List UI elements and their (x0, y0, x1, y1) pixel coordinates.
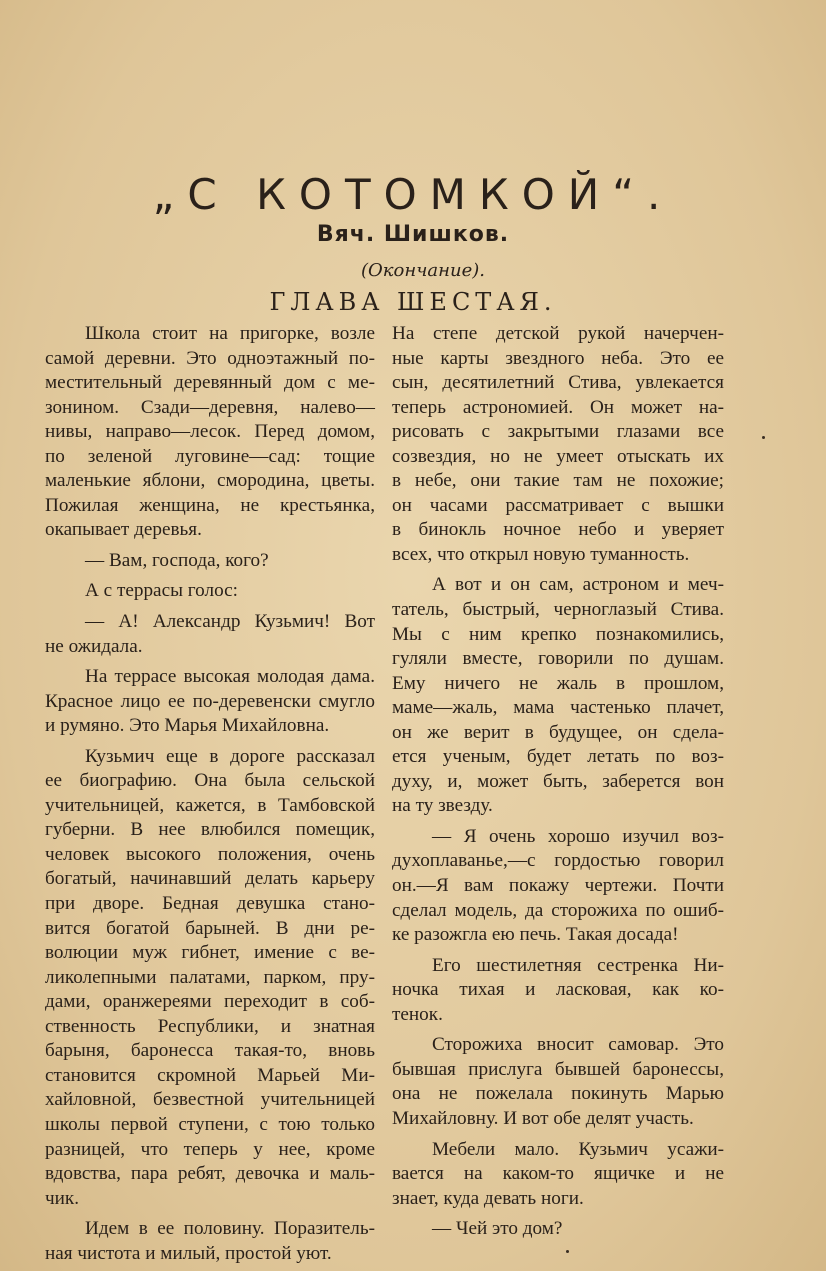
text-line: становится скромной Марьей Ми- (45, 1064, 375, 1086)
text-line: школы первой ступени, с тою только (45, 1113, 375, 1135)
text-line: человек высокого положения, очень (45, 843, 375, 865)
text-line: На террасе высокая молодая дама. (85, 666, 375, 688)
text-line: всех, что открыл новую туманность. (392, 543, 690, 565)
text-line: ликолепными палатами, парком, пру- (45, 966, 375, 988)
text-line: Пожилая женщина, не крестьянка, (45, 494, 375, 516)
paper-speck (762, 436, 765, 439)
text-line: в небе, они такие там не похожие; (392, 470, 724, 492)
text-line: теперь астрономией. Он может на- (392, 396, 724, 418)
text-line: ке разожгла ею печь. Такая досада! (392, 924, 679, 946)
text-line: рисовать с закрытыми глазами все (392, 421, 724, 443)
text-line: Ему ничего не жаль в прошлом, (392, 672, 724, 694)
text-line: в бинокль ночное небо и уверяет (392, 519, 724, 541)
text-line: А с террасы голос: (85, 580, 239, 602)
chapter-heading: ГЛАВА ШЕСТАЯ. (269, 288, 557, 316)
text-line: не ожидала. (45, 635, 143, 657)
text-line: сын, десятилетний Стива, увлекается (392, 372, 724, 394)
text-line: хайловной, безвестной учительницей (45, 1089, 375, 1111)
text-line: духу, и, может быть, заберется вон (392, 770, 724, 792)
text-line: ные карты звездного неба. Это ее (392, 347, 724, 369)
text-line: ее биографию. Она была сельской (45, 770, 375, 792)
text-line: ночка тихая и ласковая, как ко- (392, 979, 724, 1001)
text-line: созвездия, но не умеет отыскать их (392, 445, 724, 467)
text-line: тенок. (392, 1003, 443, 1025)
text-line: Идем в ее половину. Поразитель- (85, 1218, 375, 1240)
text-line: окапывает деревья. (45, 519, 202, 541)
text-line: он часами рассматривает с вышки (392, 494, 724, 516)
text-line: он же верит в будущее, он сдела- (392, 721, 724, 743)
text-line: — А! Александр Кузьмич! Вот (85, 611, 375, 633)
text-line: зонином. Сзади—деревня, налево— (45, 396, 375, 418)
article-title: „С КОТОМКОЙ“. (152, 170, 674, 219)
text-line: духоплаванье,—с гордостью говорил (392, 850, 724, 872)
text-line: вается на каком-то ящичке и не (392, 1163, 724, 1185)
text-line: гуляли вместе, говорили по душам. (392, 648, 724, 670)
text-line: Сторожиха вносит самовар. Это (432, 1034, 724, 1056)
text-line: он.—Я вам покажу чертежи. Почти (392, 875, 724, 897)
text-line: нивы, направо—лесок. Перед домом, (45, 421, 375, 443)
text-line: — Вам, господа, кого? (85, 549, 269, 571)
text-line: Его шестилетняя сестренка Ни- (432, 954, 724, 976)
text-line: Мы с ним крепко познакомились, (392, 623, 724, 645)
text-line: маленькие яблони, смородина, цветы. (45, 470, 375, 492)
text-line: маме—жаль, мама частенько плачет, (392, 697, 724, 719)
text-line: ется ученым, будет летать по воз- (392, 746, 724, 768)
text-line: при дворе. Бедная девушка стано- (45, 893, 375, 915)
text-line: сделал модель, да сторожиха по ошиб- (392, 899, 724, 921)
text-line: чик. (45, 1187, 80, 1209)
text-line: дами, оранжереями переходит в соб- (45, 991, 375, 1013)
text-line: ная чистота и милый, простой уют. (45, 1242, 332, 1264)
text-line: Красное лицо ее по-деревенски смугло (45, 690, 375, 712)
text-line: самой деревни. Это одноэтажный по- (45, 347, 375, 369)
text-line: она не пожелала покинуть Марью (392, 1083, 724, 1105)
text-line: ственность Республики, и знатная (45, 1015, 375, 1037)
text-line: барыня, баронесса такая-то, вновь (45, 1040, 375, 1062)
subtitle: (Окончание). (361, 260, 485, 281)
text-line: На степе детской рукой начерчен- (392, 323, 724, 344)
text-line: Кузьмич еще в дороге рассказал (85, 745, 375, 767)
right-column (392, 322, 724, 1242)
text-line: Школа стоит на пригорке, возле (85, 323, 375, 344)
text-line: волюции муж гибнет, имение с ве- (45, 942, 375, 964)
text-line: знает, куда девать ноги. (392, 1187, 584, 1209)
text-line: губерни. В нее влюбился помещик, (45, 819, 375, 841)
text-line: бывшая прислуга бывшей баронессы, (392, 1058, 724, 1080)
text-line: учительницей, кажется, в Тамбовской (45, 794, 375, 816)
text-line: Мебели мало. Кузьмич усажи- (432, 1138, 724, 1160)
author-name: Вяч. Шишков. (316, 222, 510, 247)
text-line: — Я очень хорошо изучил воз- (432, 825, 724, 847)
text-line: Михайловну. И вот обе делят участь. (392, 1107, 694, 1129)
paper-speck (566, 1250, 569, 1253)
left-column (45, 322, 375, 1266)
text-line: вдовства, пара ребят, девочка и маль- (45, 1163, 375, 1185)
text-line: богатый, начинавший делать карьеру (45, 868, 375, 890)
text-line: по зеленой луговине—сад: тощие (45, 445, 375, 467)
text-line: А вот и он сам, астроном и меч- (432, 574, 724, 596)
text-line: вится богатой барыней. В дни ре- (45, 917, 375, 939)
text-line: разницей, что теперь у нее, кроме (45, 1138, 375, 1160)
text-line: татель, быстрый, черноглазый Стива. (392, 599, 724, 621)
text-line: — Чей это дом? (432, 1218, 563, 1240)
text-line: на ту звезду. (392, 795, 493, 817)
text-line: местительный деревянный дом с ме- (45, 372, 375, 394)
text-line: и румяно. Это Марья Михайловна. (45, 715, 330, 737)
